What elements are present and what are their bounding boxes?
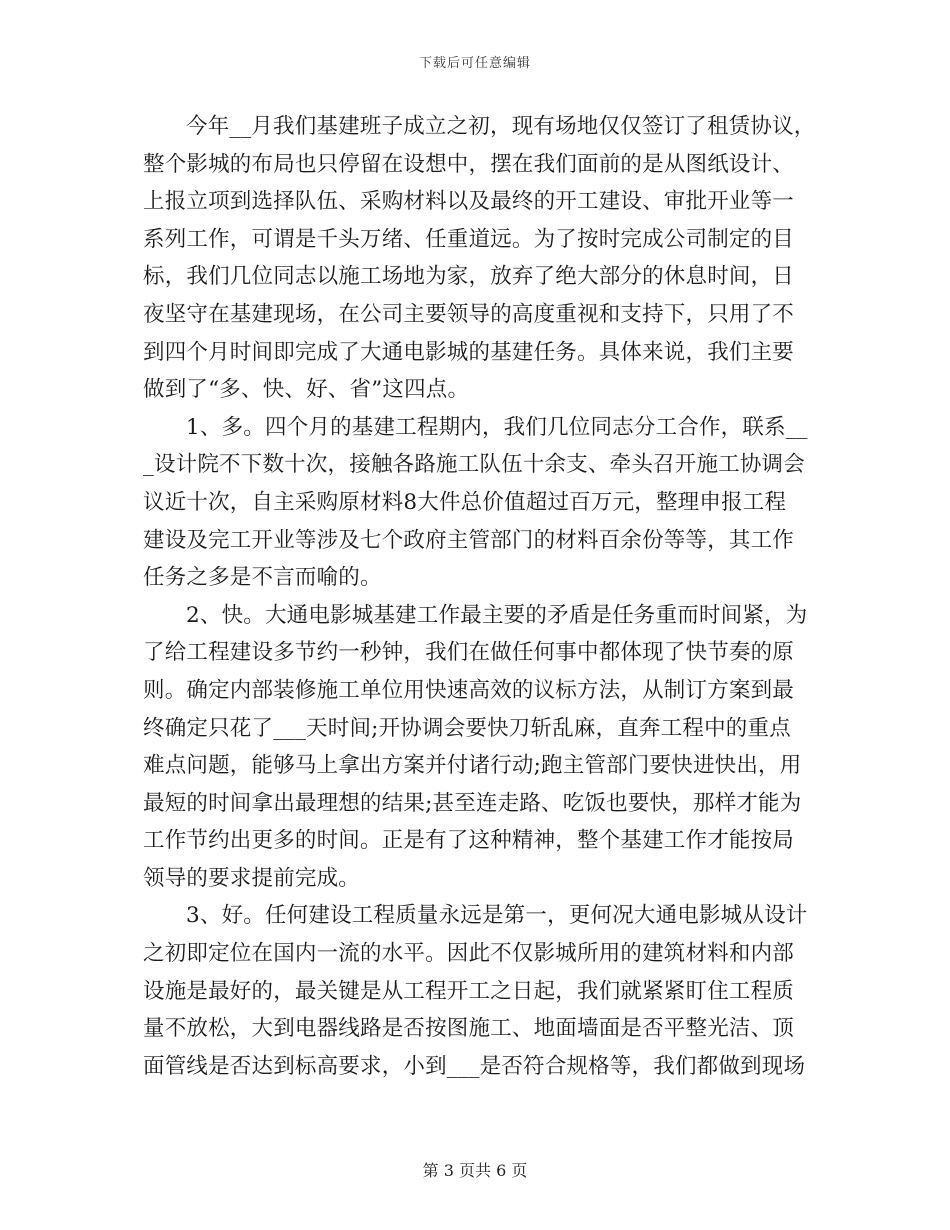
- document-body: [143, 108, 816, 1085]
- text-line: 最短的时间拿出最理想的结果;甚至连走路、吃饭也要快，那样才能为: [143, 790, 802, 816]
- text-line: 系列工作，可谓是千头万绪、任重道远。为了按时完成公司制定的目: [143, 226, 795, 252]
- text-line: 了给工程建设多节约一秒钟，我们在做任何事中都体现了快节奏的原: [143, 640, 795, 666]
- text-line: 今年__月我们基建班子成立之初，现有场地仅仅签订了租赁协议，: [186, 114, 816, 139]
- text-line: 做到了“多、快、好、省”这四点。: [143, 377, 470, 403]
- text-line: 设施是最好的，最关键是从工程开工之日起，我们就紧紧盯住工程质: [143, 978, 795, 1004]
- text-line: 终确定只花了___天时间;开协调会要快刀斩乱麻，直奔工程中的重点: [143, 715, 791, 741]
- text-line: 任务之多是不言而喻的。: [143, 565, 382, 591]
- page-footer: 第 3 页共 6 页: [422, 1161, 528, 1180]
- text-line: 上报立项到选择队伍、采购材料以及最终的开工建设、审批开业等一: [143, 189, 795, 215]
- text-line: 1、多。四个月的基建工程期内，我们几位同志分工合作，联系__: [186, 414, 808, 440]
- text-line: 建设及完工开业等涉及七个政府主管部门的材料百余份等等，其工作: [143, 527, 795, 553]
- text-line: 2、快。大通电影城基建工作最主要的矛盾是任务重而时间紧，为: [186, 602, 808, 628]
- text-line: 领导的要求提前完成。: [143, 865, 361, 891]
- text-line: 标，我们几位同志以施工场地为家，放弃了绝大部分的休息时间，日: [143, 264, 795, 290]
- text-line: 难点问题，能够马上拿出方案并付诸行动;跑主管部门要快进快出，用: [143, 753, 802, 779]
- text-line: 则。确定内部装修施工单位用快速高效的议标方法，从制订方案到最: [143, 677, 795, 703]
- text-line: 整个影城的布局也只停留在设想中，摆在我们面前的是从图纸设计、: [143, 151, 795, 177]
- page-header: 下载后可任意编辑: [418, 56, 531, 71]
- text-line: 议近十次，自主采购原材料8大件总价值超过百万元，整理申报工程: [143, 489, 787, 515]
- text-line: 夜坚守在基建现场，在公司主要领导的高度重视和支持下，只用了不: [143, 301, 795, 327]
- text-line: 面管线是否达到标高要求，小到___是否符合规格等，我们都做到现场: [143, 1053, 806, 1079]
- text-line: 之初即定位在国内一流的水平。因此不仅影城所用的建筑材料和内部: [143, 941, 795, 967]
- text-line: 到四个月时间即完成了大通电影城的基建任务。具体来说，我们主要: [143, 339, 795, 365]
- text-line: 工作节约出更多的时间。正是有了这种精神，整个基建工作才能按局: [143, 828, 795, 854]
- text-line: 3、好。任何建设工程质量永远是第一，更何况大通电影城从设计: [186, 903, 808, 929]
- text-line: 量不放松，大到电器线路是否按图施工、地面墙面是否平整光洁、顶: [143, 1016, 795, 1042]
- text-line: _设计院不下数十次，接触各路施工队伍十余支、牵头召开施工协调会: [143, 452, 805, 478]
